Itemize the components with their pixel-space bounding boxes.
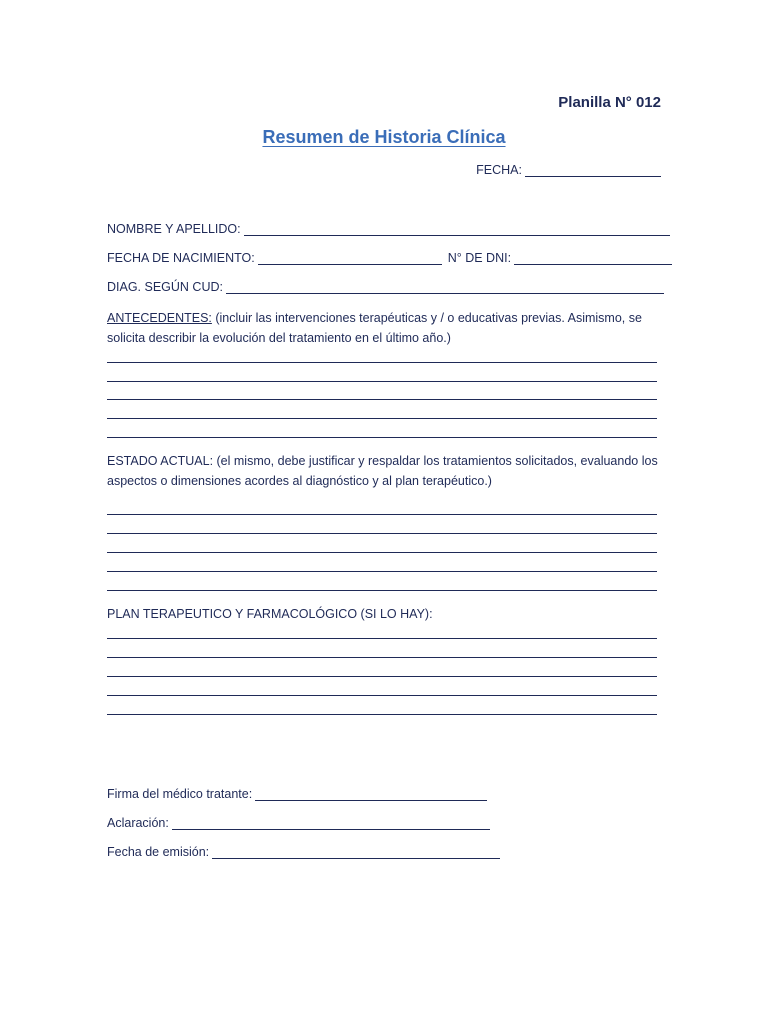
plan-line[interactable] xyxy=(107,638,657,639)
estado-actual-line[interactable] xyxy=(107,552,657,553)
estado-actual-instructions: ESTADO ACTUAL: (el mismo, debe justificar y respaldar los tratamientos solicitados, evaluando los aspectos o dimensiones acordes al diagnóstico y al plan terapéutico.) xyxy=(107,454,658,488)
estado-actual-line[interactable] xyxy=(107,533,657,534)
antecedentes-text: (incluir las intervenciones terapéuticas y / o educativas previas. Asimismo, se solicita describir la evolución del tratamiento en el último año.) xyxy=(107,311,642,345)
diagnosis-label: DIAG. SEGÚN CUD: xyxy=(107,280,223,294)
date-blank[interactable] xyxy=(525,164,661,177)
name-blank[interactable] xyxy=(244,223,670,236)
estado-actual-line[interactable] xyxy=(107,571,657,572)
birthdate-label: FECHA DE NACIMIENTO: xyxy=(107,251,255,265)
signature-label: Firma del médico tratante: xyxy=(107,787,253,801)
antecedentes-instructions xyxy=(107,309,663,348)
birthdate-dni-row xyxy=(107,251,672,265)
date-field[interactable] xyxy=(476,163,661,177)
dni-blank[interactable] xyxy=(514,252,672,265)
antecedentes-line[interactable] xyxy=(107,381,657,382)
clarification-field[interactable] xyxy=(107,816,490,830)
antecedentes-line[interactable] xyxy=(107,437,657,438)
issue-date-field[interactable] xyxy=(107,845,500,859)
plan-line[interactable] xyxy=(107,676,657,677)
plan-line[interactable] xyxy=(107,695,657,696)
estado-actual-line[interactable] xyxy=(107,590,657,591)
issue-date-label: Fecha de emisión: xyxy=(107,845,210,859)
signature-blank[interactable] xyxy=(255,788,487,801)
clarification-blank[interactable] xyxy=(172,817,490,830)
date-label: FECHA: xyxy=(476,163,522,177)
antecedentes-line[interactable] xyxy=(107,399,657,400)
signature-field[interactable] xyxy=(107,787,487,801)
plan-instructions: PLAN TERAPEUTICO Y FARMACOLÓGICO (SI LO HAY): xyxy=(107,607,433,621)
birthdate-blank[interactable] xyxy=(258,252,442,265)
antecedentes-line[interactable] xyxy=(107,418,657,419)
estado-actual-line[interactable] xyxy=(107,514,657,515)
diagnosis-blank[interactable] xyxy=(226,281,664,294)
page-title xyxy=(0,127,768,148)
issue-date-blank[interactable] xyxy=(212,846,500,859)
form-number: Planilla N° 012 xyxy=(558,94,661,111)
name-label: NOMBRE Y APELLIDO: xyxy=(107,222,241,236)
clarification-label: Aclaración: xyxy=(107,816,169,830)
page-title-text: Resumen de Historia Clínica xyxy=(262,127,506,147)
antecedentes-label: ANTECEDENTES: xyxy=(107,311,212,325)
diagnosis-field[interactable] xyxy=(107,280,664,294)
antecedentes-line[interactable] xyxy=(107,362,657,363)
plan-line[interactable] xyxy=(107,657,657,658)
plan-line[interactable] xyxy=(107,714,657,715)
dni-label: N° DE DNI: xyxy=(447,251,512,265)
name-field[interactable] xyxy=(107,222,670,236)
